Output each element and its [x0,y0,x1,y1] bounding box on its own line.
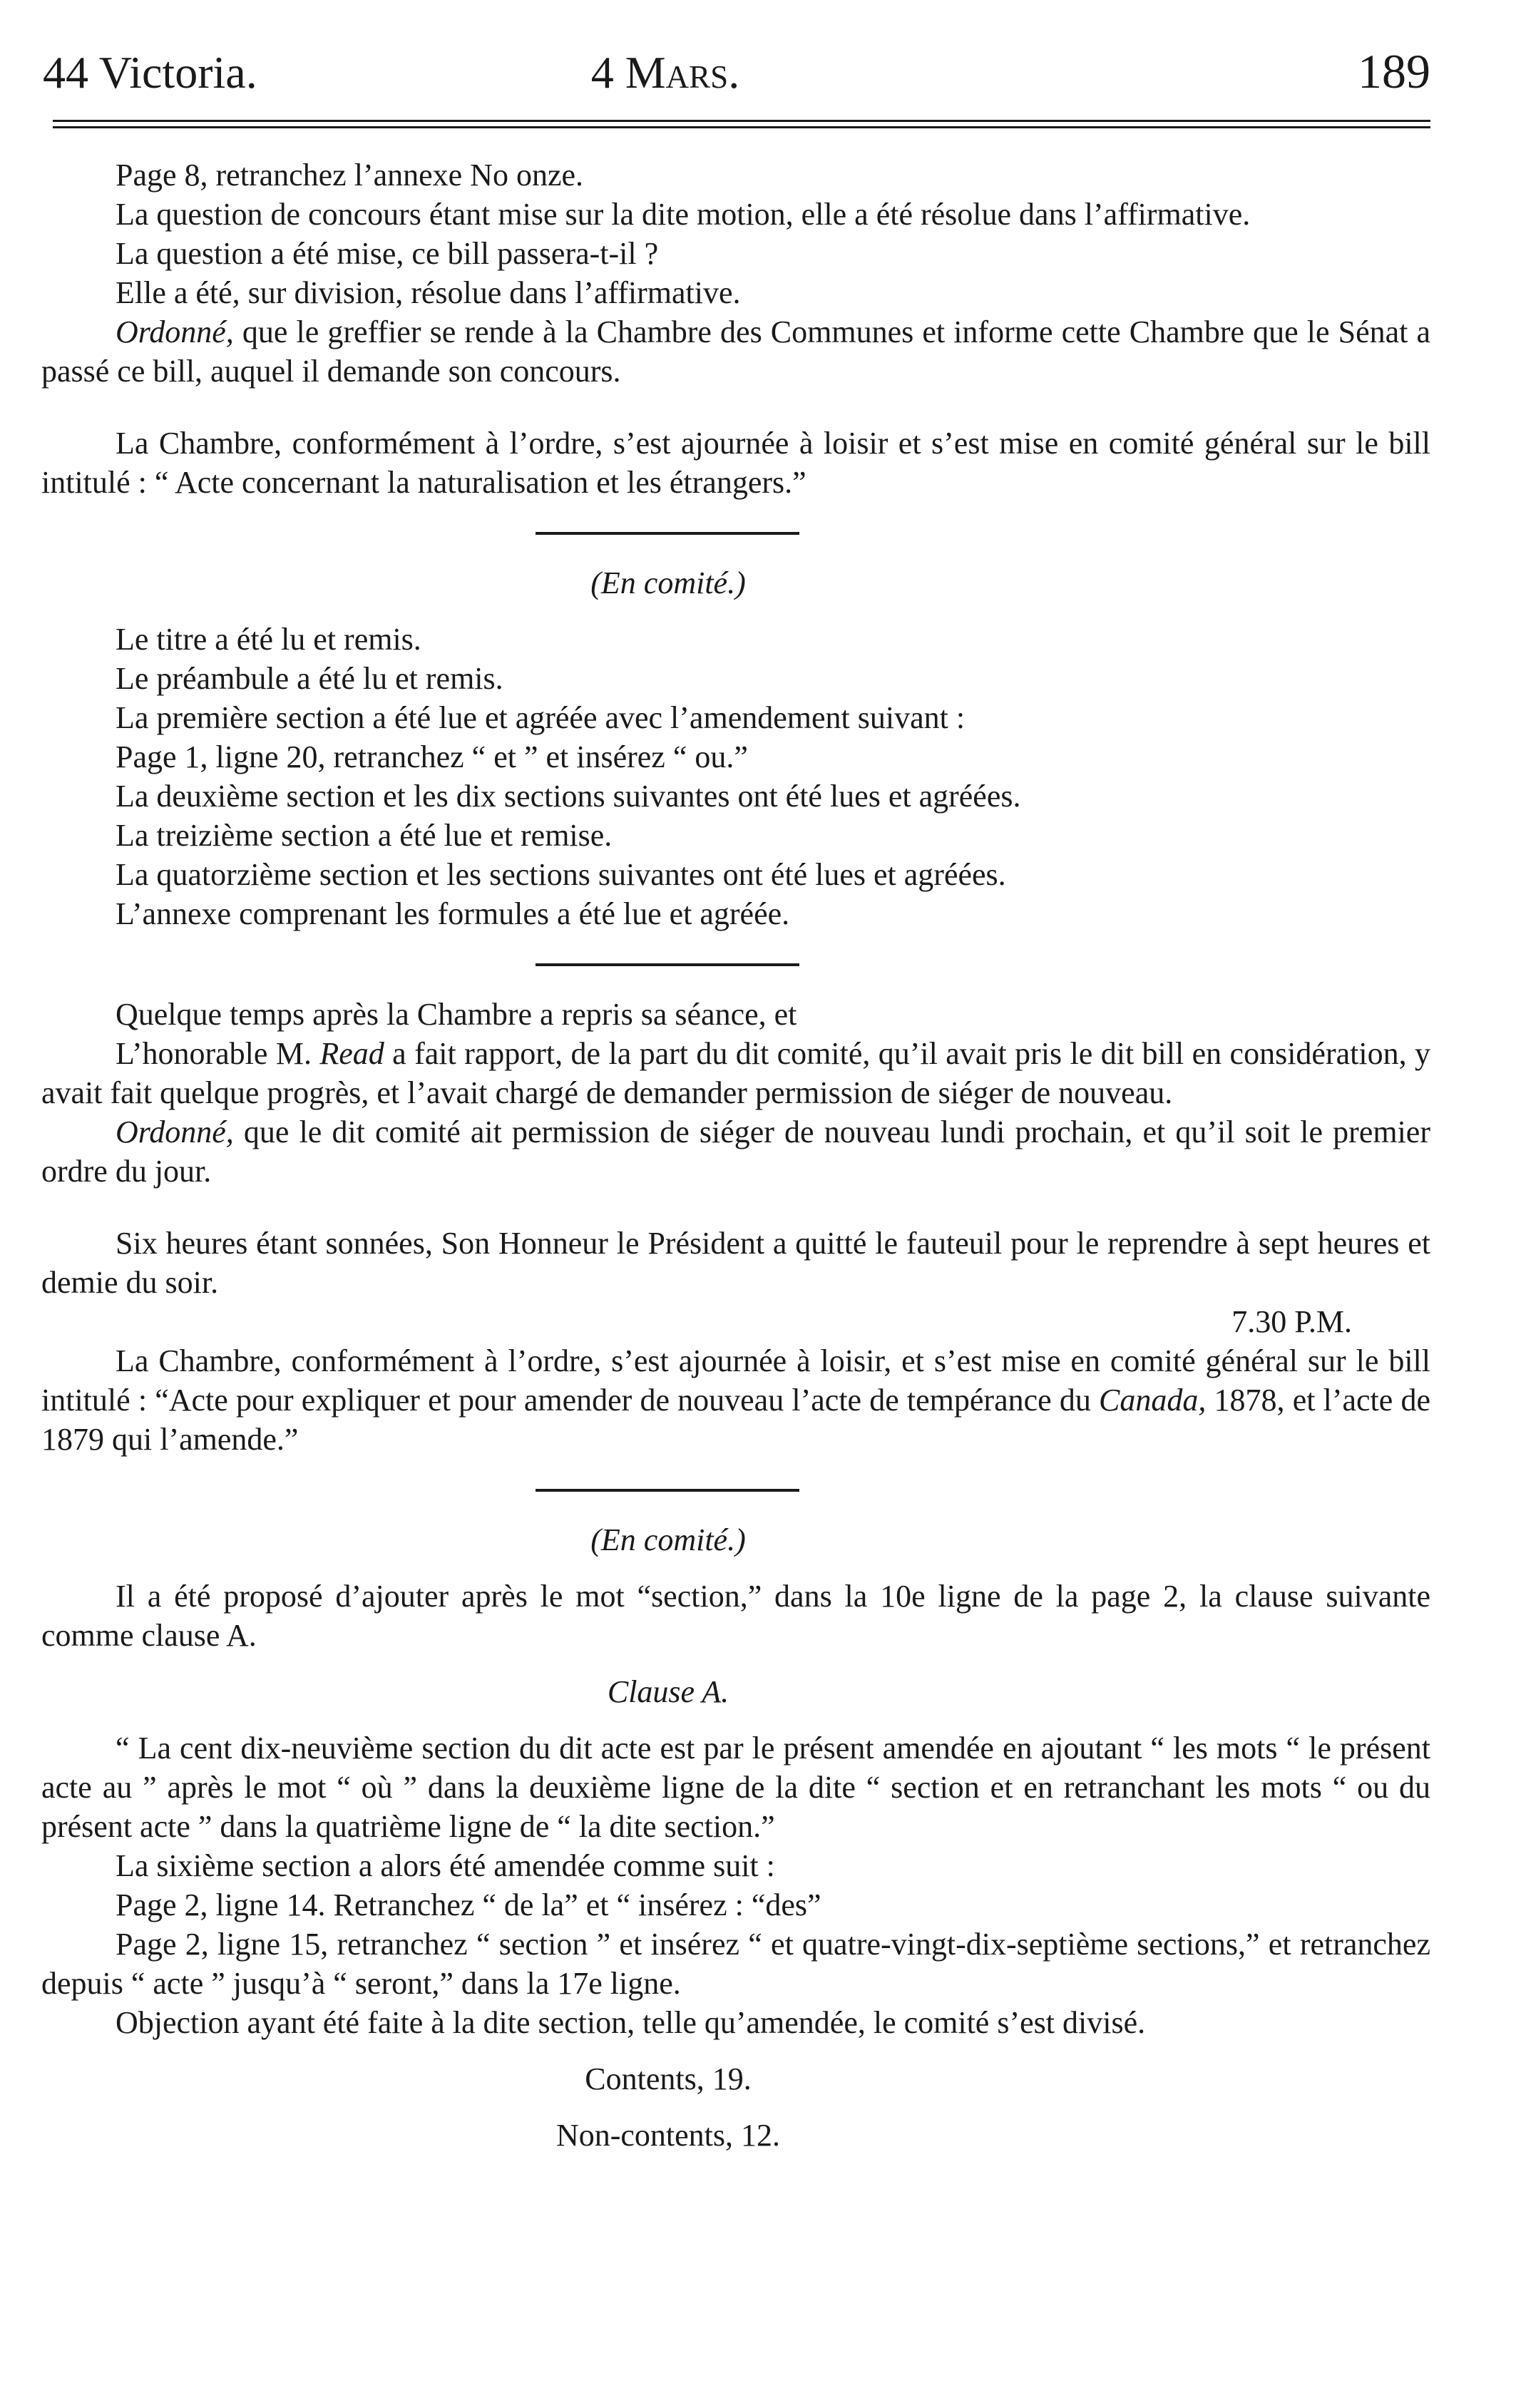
running-header [41,43,1430,101]
spacer [41,1191,1430,1224]
paragraph-text: L’honorable M. [116,1036,320,1071]
list-item: Le titre a été lu et remis. [116,622,421,657]
spacer [41,2042,1430,2059]
spacer [41,603,1430,620]
paragraph [41,312,1430,391]
paragraph: La question de concours étant mise sur la dite motion, elle a été résolue dans l’affirmative. [116,197,1251,232]
paragraph-text: 1878, et l’acte de 1879 qui l’amende.” [41,1383,1430,1457]
header-date: 4 Mars. [590,47,740,98]
paragraph: La sixième section a alors été amendée comme suit : [116,1848,775,1883]
header-session: 44 Victoria. [43,47,257,98]
paragraph: Objection ayant été faite à la dite section, telle qu’amendée, le comité s’est divisé. [116,2005,1146,2040]
paragraph: Il a été proposé d’ajouter après le mot “section,” dans la 10e ligne de la page 2, la clause suivante comme clause A. [41,1579,1430,1653]
paragraph: Quelque temps après la Chambre a repris sa séance, et [116,997,797,1032]
header-double-rule [53,120,1430,128]
spacer [41,1559,1430,1577]
vote-non-contents: Non-contents, 12. [555,2118,781,2153]
vote-contents: Contents, 19. [585,2061,752,2096]
spacer [41,391,1430,424]
paragraph: Six heures étant sonnées, Son Honneur le Président a quitté le fauteuil pour le reprendre à sept heures et demie du soir. [41,1226,1430,1300]
list-item: La deuxième section et les dix sections suivantes ont été lues et agréées. [116,779,1021,814]
clause-text: “ La cent dix-neuvième section du dit acte est par le présent amendée en ajoutant “ les mots “ le présent acte au ” après le mot “ où ” dans la deuxième ligne de la dite “ section et en retranchant les mots “ ou du présent acte ” dans la quatrième ligne de “ la dite section.” [41,1731,1430,1844]
spacer [41,2099,1430,2116]
paragraph-text: La Chambre, conformément à l’ordre, s’est ajournée à loisir, et s’est mise en comité général sur le bill intitulé : “Acte pour expliquer et pour amender de nouveau l’acte de tempérance du [41,1343,1430,1418]
committee-heading: (En comité.) [590,1522,746,1557]
paragraph [41,1034,1430,1112]
paragraph: Elle a été, sur division, résolue dans l’affirmative. [116,275,741,310]
paragraph: Page 2, ligne 14. Retranchez “ de la” et “ insérez : “des” [116,1887,821,1922]
section-rule [536,532,799,535]
paragraph-text: a fait rapport, de la part du dit comité, qu’il avait pris le dit bill en considération, y avait fait quelque progrès, et l’avait chargé de demander permission de siéger de nouveau. [41,1036,1430,1110]
spacer [41,1711,1430,1728]
ordered-label: Ordonné, [116,314,234,349]
paragraph: La question a été mise, ce bill passera-t-il ? [116,236,659,271]
section-rule [536,963,799,966]
spacer [41,1655,1430,1672]
list-item: Page 1, ligne 20, retranchez “ et ” et insérez “ ou.” [116,739,748,774]
clause-title: Clause A. [607,1674,729,1709]
paragraph [41,1112,1430,1191]
page-number: 189 [1358,44,1430,98]
time-stamp: 7.30 P.M. [1231,1304,1352,1339]
list-item: La quatorzième section et les sections suivantes ont été lues et agréées. [116,857,1006,892]
paragraph: Page 2, ligne 15, retranchez “ section ” et insérez “ et quatre-vingt-dix-septième sections,” et retranchez depuis “ acte ” jusqu’à “ seront,” dans la 17e ligne. [41,1927,1430,2001]
list-item: La treizième section a été lue et remise. [116,818,613,853]
place-name: Canada, [1099,1383,1207,1418]
list-item: Le préambule a été lu et remis. [116,661,503,696]
paragraph-text: que le dit comité ait permission de siéger de nouveau lundi prochain, et qu’il soit le premier ordre du jour. [41,1115,1430,1189]
list-item: L’annexe comprenant les formules a été lue et agréée. [116,896,790,931]
paragraph-text: que le greffier se rende à la Chambre des Communes et informe cette Chambre que le Sénat a passé ce bill, auquel il demande son concours. [41,314,1430,389]
paragraph: La Chambre, conformément à l’ordre, s’est ajournée à loisir et s’est mise en comité général sur le bill intitulé : “ Acte concernant la naturalisation et les étrangers.” [41,426,1430,500]
committee-heading: (En comité.) [590,565,746,600]
ordered-label: Ordonné, [116,1115,234,1149]
member-name: Read [319,1036,384,1071]
paragraph [41,1341,1430,1459]
section-rule [536,1489,799,1492]
paragraph: Page 8, retranchez l’annexe No onze. [116,158,584,193]
list-item: La première section a été lue et agréée avec l’amendement suivant : [116,700,966,735]
